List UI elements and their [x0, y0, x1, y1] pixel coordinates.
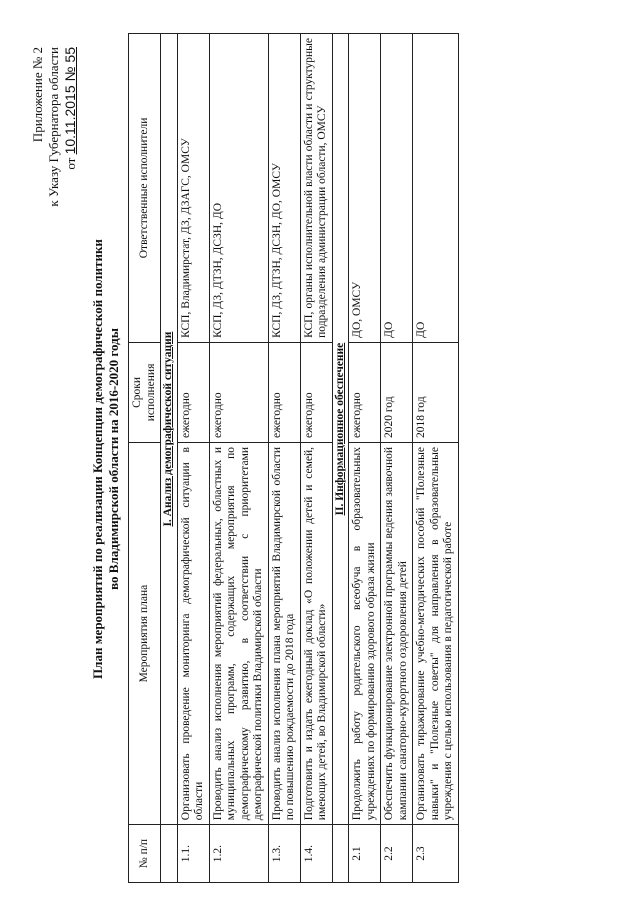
table-row [177, 34, 209, 883]
appendix-header [30, 47, 79, 207]
date-number: 10.11.2015 № 55 [62, 47, 78, 155]
appendix-number: Приложение № 2 [30, 47, 45, 143]
row-number: 1.1. [177, 825, 209, 883]
header-term: Сроки исполнения [129, 342, 161, 442]
row-term: 2018 год [413, 342, 459, 442]
header-event: Мероприятия плана [129, 443, 161, 825]
section-title: I. Анализ демографической ситуации [161, 34, 178, 825]
row-term: ежегодно [209, 342, 268, 442]
row-event: Организовать проведение мониторинга демографической ситуации в области [177, 443, 209, 825]
row-event: Обеспечить функционирование электронной программы ведения заявочной кампании санаторно-курортного оздоровления детей [381, 443, 413, 825]
row-number: 2.1 [349, 825, 381, 883]
date-prefix: от [63, 157, 78, 170]
row-executors: КСП, ДЗ, ДТЗН, ДСЗН, ДО [209, 34, 268, 343]
row-event: Продолжить работу родительского всеобуча в образовательных учреждениях по формированию здорового образа жизни [349, 443, 381, 825]
title-line-1: План мероприятий по реализации Концепции демографической политики [90, 239, 105, 679]
row-event: Подготовить и издать ежегодный доклад «О положении детей и семей, имеющих детей, во Владимирской области» [300, 443, 332, 825]
row-executors: КСП, органы исполнительной власти области и структурные подразделения администрации области, ОМСУ [300, 34, 332, 343]
header-number: № п/п [129, 825, 161, 883]
decree-reference: к Указу Губернатора области [46, 47, 61, 207]
section-row [161, 34, 178, 883]
table-row [349, 34, 381, 883]
row-term: ежегодно [268, 342, 300, 442]
row-number: 1.4. [300, 825, 332, 883]
row-event: Организовать тиражирование учебно-методических пособий "Полезные навыки" и "Полезные советы" для направления в образовательные учреждения с целью использования в педагогической работе [413, 443, 459, 825]
table-row [381, 34, 413, 883]
row-event: Проводить анализ исполнения мероприятий федеральных, областных и муниципальных программ, содержащих мероприятия по демографическому развитию, в соответствии с приоритетами демографической политики Владимирской области [209, 443, 268, 825]
row-executors: ДО [413, 34, 459, 343]
table-row [268, 34, 300, 883]
table-header-row [129, 34, 161, 883]
row-executors: ДО [381, 34, 413, 343]
rotated-landscape-sheet [20, 29, 620, 889]
row-executors: ДО, ОМСУ [349, 34, 381, 343]
section-row [332, 34, 349, 883]
plan-table [128, 33, 459, 883]
row-term: ежегодно [300, 342, 332, 442]
table-row [413, 34, 459, 883]
row-executors: КСП, Владимирстат, ДЗ, ДЗАГС, ОМСУ [177, 34, 209, 343]
row-event: Проводить анализ исполнения плана мероприятий Владимирской области по повышению рождаемости до 2018 года [268, 443, 300, 825]
section-title: II. Информационное обеспечение [332, 34, 349, 825]
document-title [90, 29, 122, 889]
row-number: 1.3. [268, 825, 300, 883]
title-line-2: во Владимирской области на 2016-2020 годы [106, 328, 121, 590]
table-row [209, 34, 268, 883]
table-row [300, 34, 332, 883]
row-term: 2020 год [381, 342, 413, 442]
row-number: 2.2 [381, 825, 413, 883]
row-term: ежегодно [349, 342, 381, 442]
header-executors: Ответственные исполнители [129, 34, 161, 343]
row-executors: КСП, ДЗ, ДТЗН, ДСЗН, ДО, ОМСУ [268, 34, 300, 343]
row-number: 2.3 [413, 825, 459, 883]
row-number: 1.2. [209, 825, 268, 883]
row-term: ежегодно [177, 342, 209, 442]
